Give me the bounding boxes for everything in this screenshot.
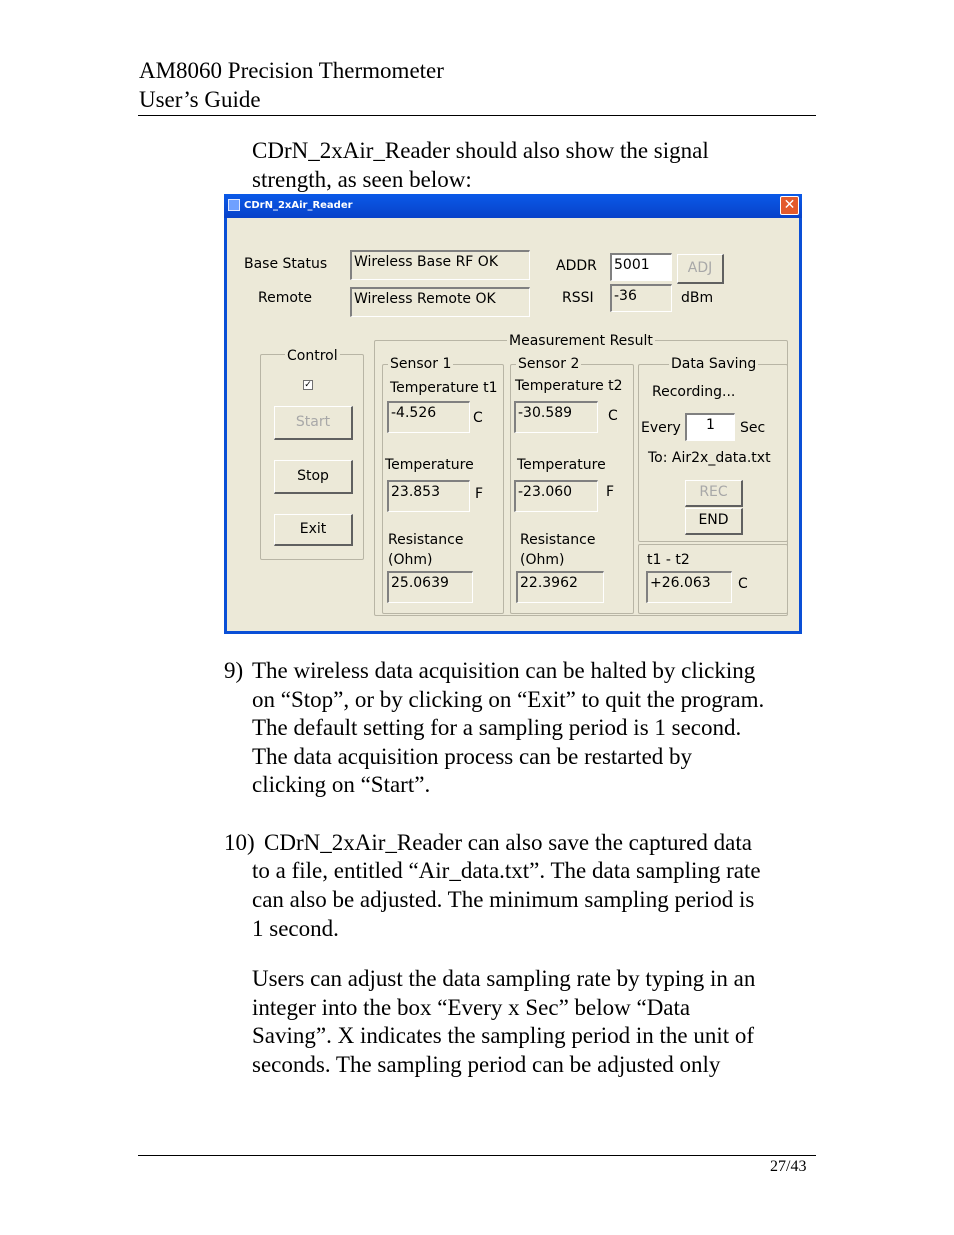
rssi-label: RSSI: [562, 290, 594, 306]
remote-status-field: Wireless Remote OK: [350, 287, 530, 317]
sensor2-title: Sensor 2: [518, 356, 580, 372]
close-icon[interactable]: ✕: [780, 196, 799, 215]
sensor1-unit-f: F: [475, 486, 484, 502]
app-window: [224, 194, 802, 634]
intro-line-2: strength, as seen below:: [252, 167, 472, 192]
rssi-unit: dBm: [681, 290, 714, 306]
item9-line-2: on “Stop”, or by clicking on “Exit” to quit the program.: [252, 687, 765, 712]
sensor2-temp-label: Temperature t2: [515, 378, 623, 394]
data-saving-title: Data Saving: [671, 356, 757, 372]
measurement-title: Measurement Result: [509, 333, 653, 349]
stop-button[interactable]: Stop: [274, 460, 353, 494]
difference-label: t1 - t2: [647, 552, 690, 568]
sensor2-unit-f: F: [606, 484, 615, 500]
users-line-4: seconds. The sampling period can be adjusted only: [252, 1052, 721, 1077]
sensor1-temp-c: -4.526: [387, 401, 470, 433]
sensor1-unit-c: C: [473, 410, 483, 426]
base-status-label: Base Status: [244, 256, 328, 272]
rec-button[interactable]: REC: [685, 480, 743, 507]
sensor1-temp-label: Temperature t1: [390, 380, 498, 396]
item10-line-2: to a file, entitled “Air_data.txt”. The data sampling rate: [252, 858, 761, 883]
rssi-field: -36: [610, 284, 672, 312]
users-line-2: integer into the box “Every x Sec” below “Data: [252, 995, 691, 1020]
sensor2-temp-c: -30.589: [514, 401, 598, 433]
item10-line-3: can also be adjusted. The minimum sampling period is: [252, 887, 755, 912]
doc-title: AM8060 Precision Thermometer: [139, 58, 444, 83]
header-rule: [138, 115, 816, 116]
sensor1-temp-f: 23.853: [387, 480, 470, 512]
base-status-field: Wireless Base RF OK: [350, 250, 530, 280]
item10-number: 10): [224, 830, 255, 855]
addr-input[interactable]: 5001: [610, 253, 672, 281]
item9-line-1: The wireless data acquisition can be halted by clicking: [252, 658, 756, 683]
item9-line-3: The default setting for a sampling period is 1 second.: [252, 715, 742, 740]
footer-rule: [138, 1155, 816, 1156]
addr-label: ADDR: [556, 258, 597, 274]
difference-value: +26.063: [646, 571, 732, 603]
start-button[interactable]: Start: [274, 406, 353, 440]
sensor2-res-label: Resistance: [520, 532, 596, 548]
difference-unit: C: [738, 576, 748, 592]
item10-line-4: 1 second.: [252, 916, 339, 941]
users-line-3: Saving”. X indicates the sampling period in the unit of: [252, 1023, 755, 1048]
end-button[interactable]: END: [685, 508, 743, 535]
sensor2-res-unit: (Ohm): [520, 552, 565, 568]
sensor2-tempf-label: Temperature: [517, 457, 606, 473]
page-number: 27/43: [770, 1158, 807, 1175]
every-label: Every: [641, 420, 681, 436]
control-checkbox[interactable]: ✓: [304, 380, 312, 390]
adj-button[interactable]: ADJ: [677, 254, 724, 284]
sec-label: Sec: [740, 420, 766, 436]
exit-button[interactable]: Exit: [274, 514, 353, 546]
app-icon: [228, 199, 240, 211]
sensor1-tempf-label: Temperature: [385, 457, 474, 473]
sensor1-res-unit: (Ohm): [388, 552, 433, 568]
doc-subtitle: User’s Guide: [139, 87, 261, 112]
window-title: CDrN_2xAir_Reader: [244, 200, 353, 211]
sensor2-unit-c: C: [608, 408, 618, 424]
recording-status: Recording...: [652, 384, 736, 400]
window-titlebar: [224, 194, 802, 218]
sensor1-title: Sensor 1: [390, 356, 452, 372]
item9-number: 9): [224, 658, 244, 683]
every-seconds-input[interactable]: 1: [685, 413, 735, 441]
item10-line-1: CDrN_2xAir_Reader can also save the captured data: [264, 830, 752, 855]
save-filename: To: Air2x_data.txt: [648, 450, 771, 466]
users-line-1: Users can adjust the data sampling rate by typing in an: [252, 966, 756, 991]
sensor2-resistance: 22.3962: [516, 571, 604, 603]
control-title: Control: [287, 348, 338, 364]
remote-label: Remote: [258, 290, 313, 306]
item9-line-5: clicking on “Start”.: [252, 772, 431, 797]
sensor1-resistance: 25.0639: [387, 571, 473, 603]
sensor2-temp-f: -23.060: [514, 480, 598, 512]
intro-line-1: CDrN_2xAir_Reader should also show the signal: [252, 138, 709, 163]
item9-line-4: The data acquisition process can be restarted by: [252, 744, 693, 769]
sensor1-res-label: Resistance: [388, 532, 464, 548]
